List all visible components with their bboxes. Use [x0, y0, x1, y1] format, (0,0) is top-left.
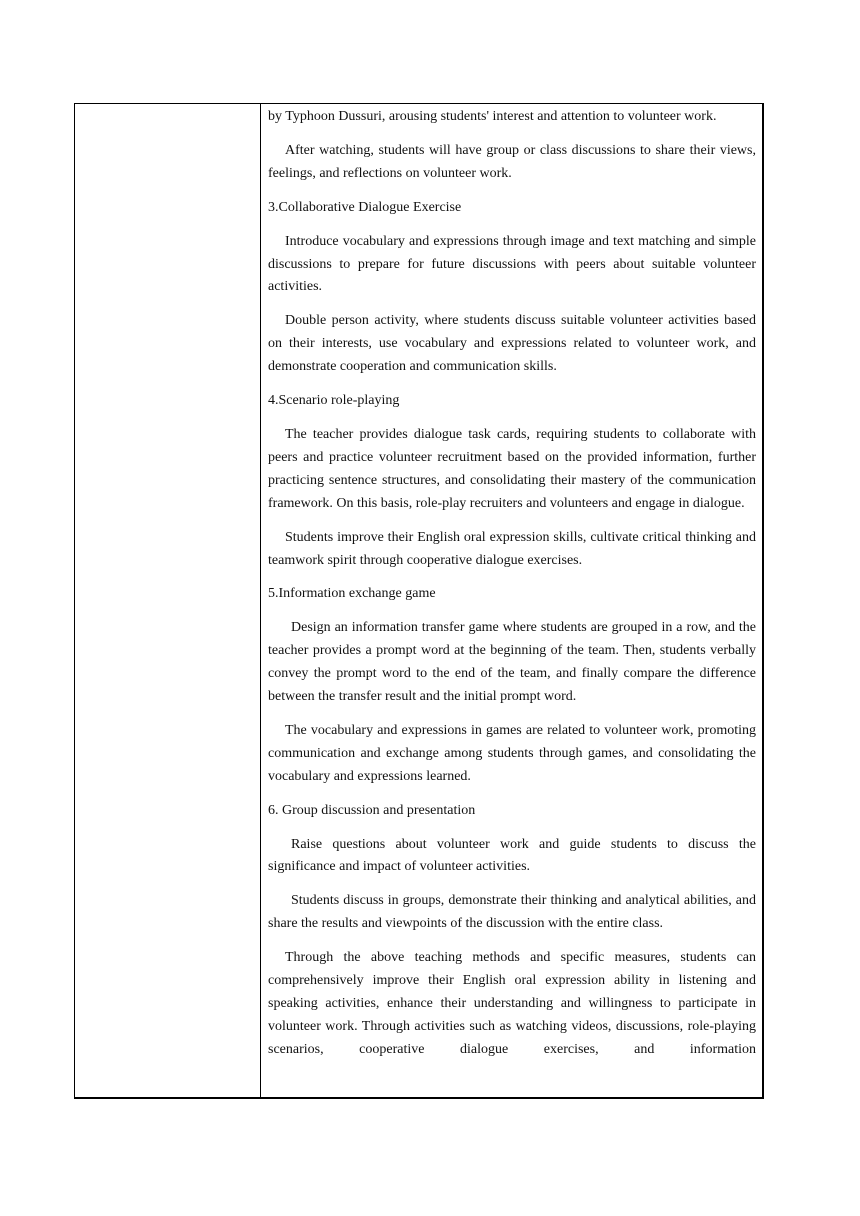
paragraph-continuation: by Typhoon Dussuri, arousing students' interest and attention to volunteer work. — [268, 109, 717, 124]
paragraph-teacher-task-cards: The teacher provides dialogue task cards, requiring students to collaborate with peers and practice volunteer recruitment based on the provided information, further practicing sentence structures, and consolidating their mastery of the communication framework. On this basis, role-play recruiters and volunteers and engage in dialogue. — [268, 426, 756, 511]
paragraph-game-vocabulary: The vocabulary and expressions in games are related to volunteer work, promoting communication and exchange among students through games, and consolidating the vocabulary and expressions learned. — [268, 722, 756, 784]
section-heading-3: 3.Collaborative Dialogue Exercise — [268, 199, 462, 215]
section-heading-4: 4.Scenario role-playing — [268, 393, 400, 409]
paragraph-students-improve: Students improve their English oral expression skills, cultivate critical thinking and teamwork spirit through cooperative dialogue exercises. — [268, 529, 756, 568]
paragraph-double-person-activity: Double person activity, where students discuss suitable volunteer activities based on their interests, use vocabulary and expressions related to volunteer work, and demonstrate cooperation and communication skills. — [268, 313, 756, 375]
paragraph-after-watching: After watching, students will have group or class discussions to share their views, feelings, and reflections on volunteer work. — [268, 142, 756, 181]
table-left-column-cell — [75, 104, 261, 1097]
content-table — [74, 103, 764, 1099]
table-right-column-cell — [261, 104, 762, 1097]
section-heading-6: 6. Group discussion and presentation — [268, 802, 476, 818]
paragraph-introduce-vocabulary: Introduce vocabulary and expressions through image and text matching and simple discussions to prepare for future discussions with peers about suitable volunteer activities. — [268, 233, 756, 295]
paragraph-group-discussion: Students discuss in groups, demonstrate their thinking and analytical abilities, and share the results and viewpoints of the discussion with the entire class. — [268, 893, 756, 932]
paragraph-raise-questions: Raise questions about volunteer work and guide students to discuss the significance and impact of volunteer activities. — [268, 836, 756, 875]
section-heading-5: 5.Information exchange game — [268, 586, 436, 602]
paragraph-conclusion: Through the above teaching methods and specific measures, students can comprehensively improve their English oral expression ability in listening and speaking activities, enhance their understanding and willingness to participate in volunteer work. Through activities such as watching videos, discussions, role-playing scenarios, cooperative dialogue exercises, and information — [268, 950, 756, 1057]
paragraph-design-game: Design an information transfer game where students are grouped in a row, and the teacher provides a prompt word at the beginning of the team. Then, students verbally convey the prompt word to the end of the team, and finally compare the difference between the transfer result and the initial prompt word. — [268, 620, 756, 705]
